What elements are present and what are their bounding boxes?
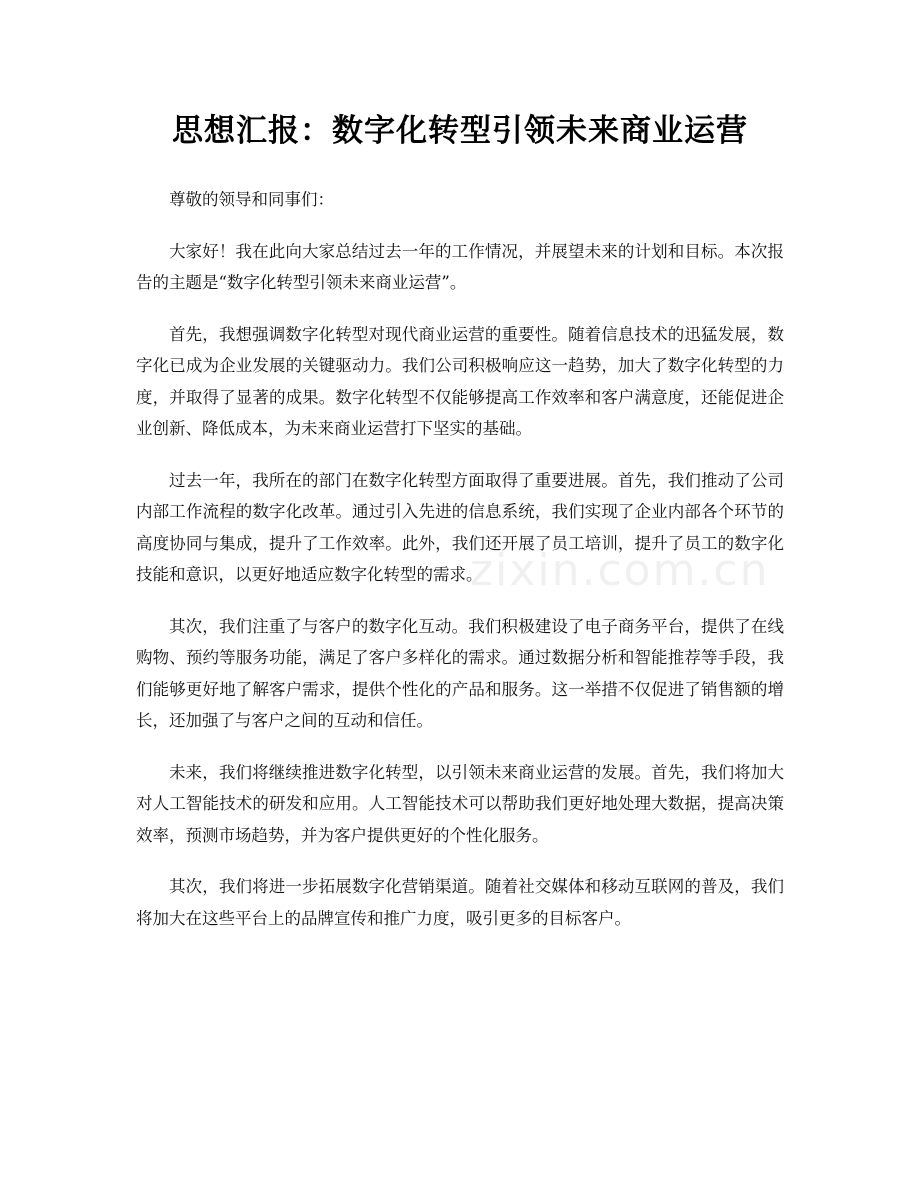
body-paragraph: 大家好！我在此向大家总结过去一年的工作情况，并展望未来的计划和目标。本次报告的主题是“数字化转型引领未来商业运营”。	[136, 241, 784, 292]
document-title: 思想汇报：数字化转型引领未来商业运营	[172, 113, 748, 149]
body-paragraph: 未来，我们将继续推进数字化转型，以引领未来商业运营的发展。首先，我们将加大对人工智能技术的研发和应用。人工智能技术可以帮助我们更好地处理大数据，提高决策效率，预测市场趋势，并为客户提供更好的个性化服务。	[136, 762, 784, 845]
body-paragraph: 其次，我们注重了与客户的数字化互动。我们积极建设了电子商务平台，提供了在线购物、预约等服务功能，满足了客户多样化的需求。通过数据分析和智能推荐等手段，我们能够更好地了解客户需求，提供个性化的产品和服务。这一举措不仅促进了销售额的增长，还加强了与客户之间的互动和信任。	[136, 616, 784, 730]
watermark: zixin.com.cn	[470, 545, 770, 596]
body-paragraph: 其次，我们将进一步拓展数字化营销渠道。随着社交媒体和移动互联网的普及，我们将加大在这些平台上的品牌宣传和推广力度，吸引更多的目标客户。	[136, 877, 784, 928]
document-body	[136, 184, 784, 954]
body-paragraph: 首先，我想强调数字化转型对现代商业运营的重要性。随着信息技术的迅猛发展，数字化已成为企业发展的关键驱动力。我们公司积极响应这一趋势，加大了数字化转型的力度，并取得了显著的成果。数字化转型不仅能够提高工作效率和客户满意度，还能促进企业创新、降低成本，为未来商业运营打下坚实的基础。	[136, 324, 784, 438]
salutation-paragraph: 尊敬的领导和同事们：	[169, 190, 334, 209]
body-paragraph: 过去一年，我所在的部门在数字化转型方面取得了重要进展。首先，我们推动了公司内部工作流程的数字化改革。通过引入先进的信息系统，我们实现了企业内部各个环节的高度协同与集成，提升了工作效率。此外，我们还开展了员工培训，提升了员工的数字化技能和意识，以更好地适应数字化转型的需求。	[136, 470, 784, 584]
